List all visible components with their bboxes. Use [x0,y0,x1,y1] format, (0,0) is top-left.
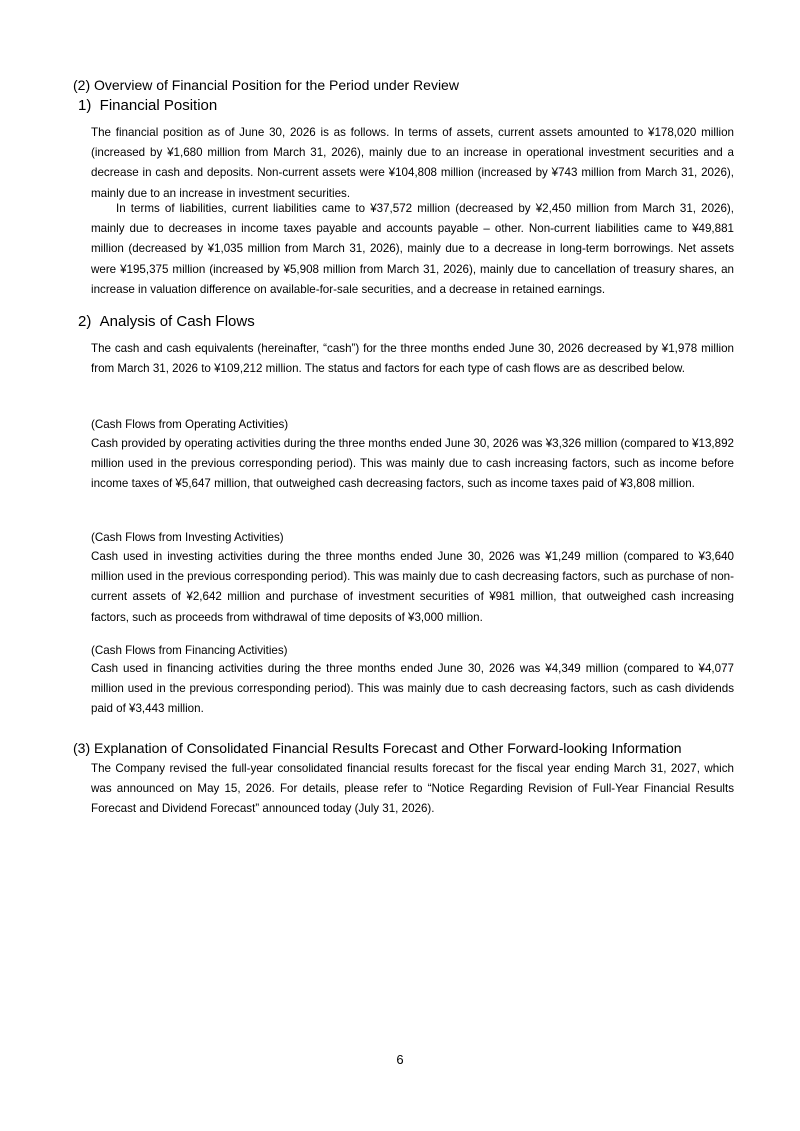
financial-position-heading: 1) Financial Position [78,97,218,114]
operating-activities-text: Cash provided by operating activities during the three months ended June 30, 2026 was ¥3,326 million (compared to ¥13,892 million used in the previous corresponding period). This was mainly due to cash increasing factors, such as income before income taxes of ¥5,647 million, that outweighed cash decreasing factors, such as income taxes paid of ¥3,808 million. [91,437,734,491]
financing-activities-text: Cash used in financing activities during the three months ended June 30, 2026 was ¥4,349 million (compared to ¥4,077 million used in the previous corresponding period). This was mainly due to cash decreasing factors, such as cash dividends paid of ¥3,443 million. [91,662,734,716]
forecast-text: The Company revised the full-year consolidated financial results forecast for the fiscal year ending March 31, 2027, which was announced on May 15, 2026. For details, please refer to “Notice Regarding Revision of Full-Year Financial Results Forecast and Dividend Forecast” announced today (July 31, 2026). [91,762,734,816]
operating-activities-label: (Cash Flows from Operating Activities) [91,418,289,431]
section-3-title: (3) Explanation of Consolidated Financial Results Forecast and Other Forward-looking Information [73,740,682,756]
financing-activities-label: (Cash Flows from Financing Activities) [91,644,288,657]
financial-position-paragraph-liabilities: In terms of liabilities, current liabilities came to ¥37,572 million (decreased by ¥2,450 million from March 31, 2026), mainly due to decreases in income taxes payable and accounts payable – other. Non-current liabilities came to ¥49,881 million (decreased by ¥1,035 million from March 31, 2026), mainly due to a decrease in long-term borrowings. Net assets were ¥195,375 million (increased by ¥5,908 million from March 31, 2026), mainly due to cancellation of treasury shares, an increase in valuation difference on available-for-sale securities, and a decrease in retained earnings. [91,202,734,296]
cash-flows-heading: 2) Analysis of Cash Flows [78,313,255,330]
investing-activities-text: Cash used in investing activities during the three months ended June 30, 2026 was ¥1,249 million (compared to ¥3,640 million used in the previous corresponding period). This was mainly due to cash decreasing factors, such as purchase of non-current assets of ¥2,642 million and purchase of investment securities of ¥981 million, that outweighed cash increasing factors, such as proceeds from withdrawal of time deposits of ¥3,000 million. [91,550,734,624]
cash-flows-intro: The cash and cash equivalents (hereinafter, “cash”) for the three months ended June 30, 2026 decreased by ¥1,978 million from March 31, 2026 to ¥109,212 million. The status and factors for each type of cash flows are as described below. [91,342,734,376]
section-2-title: (2) Overview of Financial Position for the Period under Review [73,77,459,93]
investing-activities-label: (Cash Flows from Investing Activities) [91,531,284,544]
page-number: 6 [396,1052,404,1067]
financial-position-paragraph-assets: The financial position as of June 30, 2026 is as follows. In terms of assets, current assets amounted to ¥178,020 million (increased by ¥1,680 million from March 31, 2026), mainly due to an increase in operational investment securities and a decrease in cash and deposits. Non-current assets were ¥104,808 million (increased by ¥743 million from March 31, 2026), mainly due to an increase in investment securities. [91,126,734,200]
